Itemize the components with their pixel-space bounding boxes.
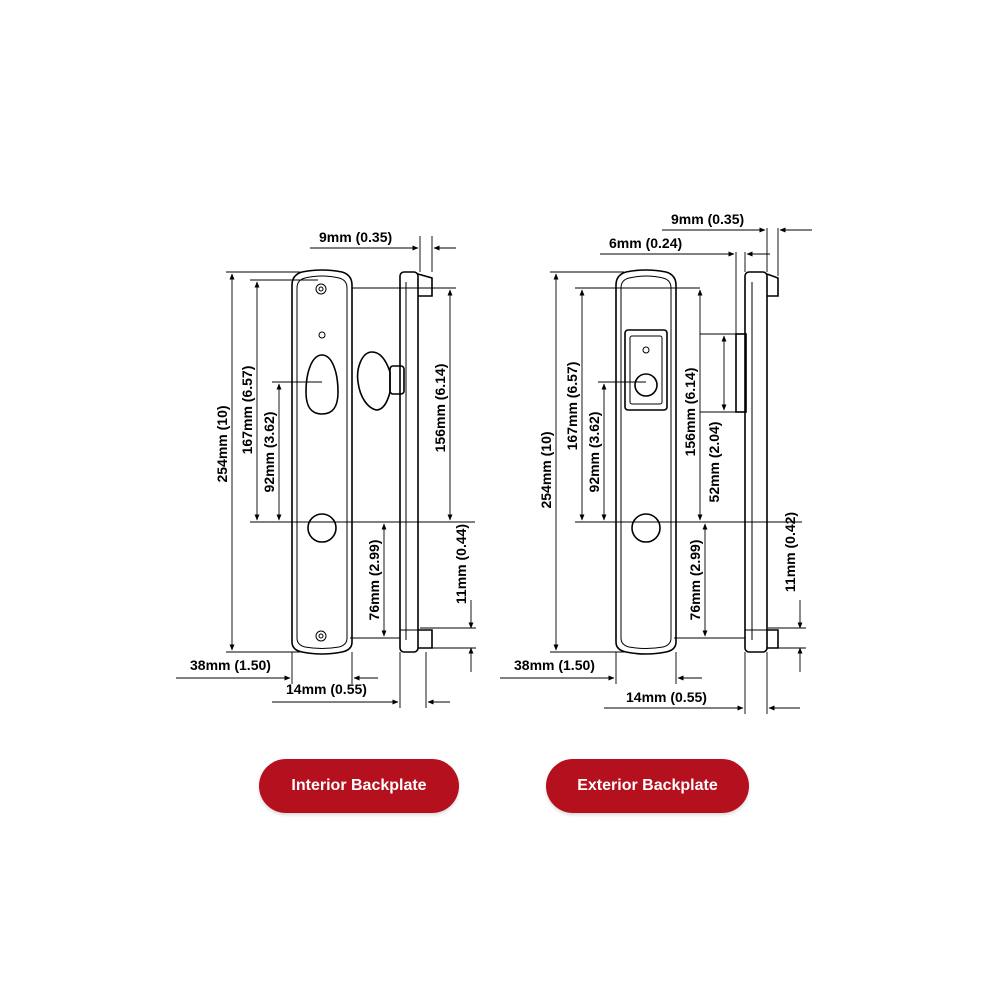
exterior-keyhole (635, 374, 657, 396)
exterior-plate-inner (621, 276, 671, 649)
interior-lever-to-hole-label: 167mm (6.57) (239, 365, 255, 455)
interior-backplate-button[interactable]: Interior Backplate (259, 759, 459, 813)
interior-backplate-drawing (176, 229, 476, 708)
interior-plate-outline (292, 270, 352, 654)
interior-width-label: 38mm (1.50) (190, 657, 271, 673)
exterior-side-height-label: 156mm (6.14) (682, 367, 698, 457)
exterior-side-profile (745, 272, 767, 652)
interior-small-hole (319, 332, 325, 338)
exterior-cylinder-housing (625, 330, 667, 410)
interior-side-profile (400, 272, 418, 652)
interior-side-height-label: 156mm (6.14) (432, 363, 448, 453)
interior-bottom-screw (316, 631, 326, 641)
interior-spindle-to-hole-label: 92mm (3.62) (261, 411, 277, 493)
exterior-plate-outline (616, 270, 676, 654)
interior-foot-label: 11mm (0.44) (453, 523, 469, 605)
exterior-backplate-button[interactable]: Exterior Backplate (546, 759, 749, 813)
interior-thumbturn-shape (306, 355, 338, 414)
interior-total-height-label: 254mm (10) (214, 405, 230, 483)
exterior-hole-to-bottom-label: 76mm (2.99) (687, 539, 703, 621)
exterior-total-height-label: 254mm (10) (538, 431, 554, 509)
exterior-inner-offset-label: 6mm (0.24) (609, 235, 683, 251)
exterior-top-offset-label: 9mm (0.35) (671, 211, 745, 227)
exterior-spindle-to-hole-label: 92mm (3.62) (586, 411, 602, 493)
exterior-cylinder-hole (632, 514, 660, 542)
exterior-width-label: 38mm (1.50) (514, 657, 595, 673)
interior-depth-label: 14mm (0.55) (286, 681, 367, 697)
interior-thumbturn-side (358, 352, 390, 410)
exterior-foot-label: 11mm (0.42) (782, 511, 798, 593)
exterior-keyhole-small (643, 347, 649, 353)
interior-hole-to-bottom-label: 76mm (2.99) (366, 539, 382, 621)
interior-top-offset-label: 9mm (0.35) (319, 229, 393, 245)
interior-top-screw (316, 284, 326, 294)
exterior-cylinder-height-label: 52mm (2.04) (706, 421, 722, 503)
interior-cylinder-hole (308, 514, 336, 542)
exterior-backplate-drawing (500, 211, 812, 714)
exterior-depth-label: 14mm (0.55) (626, 689, 707, 705)
exterior-lever-to-hole-label: 167mm (6.57) (564, 361, 580, 451)
